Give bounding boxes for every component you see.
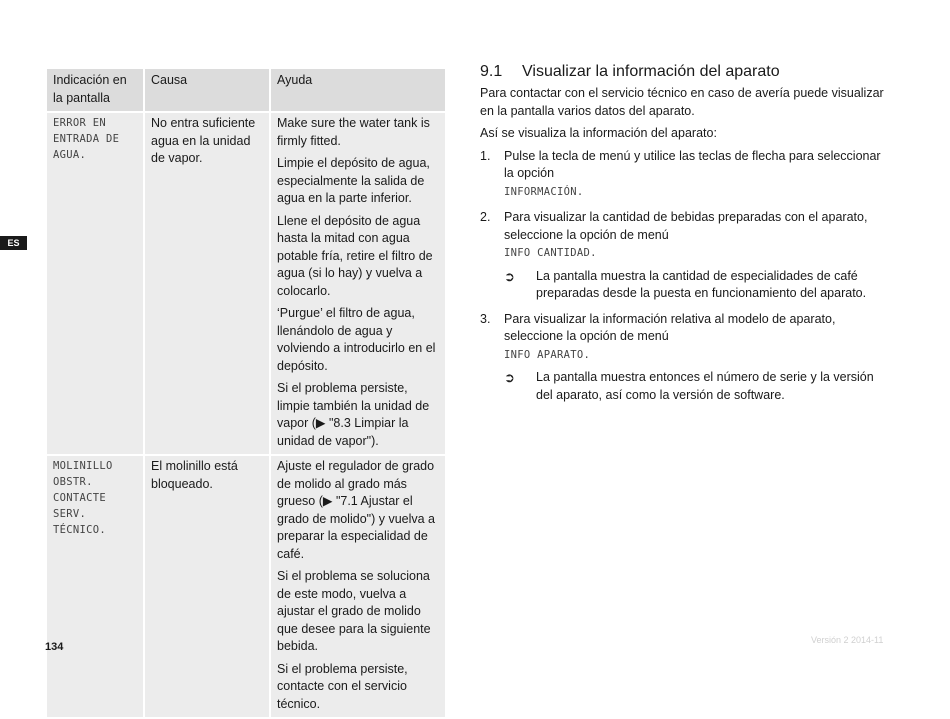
help-item: Si el problema se soluciona de este modo, vuelva a ajustar el grado de molido que desee para la siguiente bebida. (277, 569, 431, 653)
help-item: Si el problema persiste, limpie también la unidad de vapor (▶ "8.3 Limpiar la unidad de vapor"). (277, 381, 430, 448)
menu-option-code: INFO CANTIDAD. (504, 247, 597, 259)
menu-option-code: INFO APARATO. (504, 348, 591, 361)
table-row (46, 455, 446, 718)
cause-cell: El molinillo está bloqueado. (144, 455, 270, 718)
section-intro: Para contactar con el servicio técnico en caso de avería puede visualizar en la pantalla varios datos del aparato. (480, 86, 884, 118)
result-text: La pantalla muestra entonces el número de serie y la versión del aparato, así como la versión de software. (536, 370, 874, 402)
page-number: 134 (45, 641, 64, 653)
help-item: Llene el depósito de agua hasta la mitad con agua potable fría, retire el filtro de agua (si lo hay) y vuelva a colocarlo. (277, 213, 433, 298)
step-text: Para visualizar la cantidad de bebidas preparadas con el aparato, seleccione la opción de menú (504, 210, 868, 242)
help-item: Ajuste el regulador de grado de molido al grado más grueso (▶ "7.1 Ajustar el grado de molido") y vuelva a preparar la especialidad de café. (277, 459, 435, 561)
version-label: Versión 2 2014-11 (811, 635, 884, 645)
section-heading (480, 62, 885, 82)
help-cell (270, 455, 446, 718)
device-info-section (480, 62, 885, 412)
help-item: ‘Purgue’ el filtro de agua, llenándolo de agua y volviendo a introducirlo en el depósito. (277, 306, 436, 373)
menu-option-code: INFORMACIÓN. (504, 185, 584, 198)
header-display: Indicación en la pantalla (46, 68, 144, 112)
result-text: La pantalla muestra la cantidad de especialidades de café preparadas desde la puesta en funcionamiento del aparato. (536, 268, 867, 300)
section-title: Visualizar la información del aparato (522, 63, 780, 80)
cause-cell: No entra suficiente agua en la unidad de vapor. (144, 112, 270, 455)
troubleshooting-table (45, 67, 447, 719)
step-number: 2. (480, 210, 491, 224)
result-arrow-icon: ➲ (504, 268, 515, 284)
step-number: 1. (480, 148, 491, 163)
step-item (480, 209, 885, 303)
result-arrow-icon: ➲ (504, 370, 515, 385)
display-message: MOLINILLO OBSTR. CONTACTE SERV. TÉCNICO. (46, 455, 144, 718)
section-number: 9.1 (480, 63, 503, 80)
step-item (480, 148, 885, 202)
help-item: Si el problema persiste, contacte con el servicio técnico. (277, 661, 408, 711)
help-cell (270, 112, 446, 455)
header-help: Ayuda (270, 68, 446, 112)
step-text: Para visualizar la información relativa al modelo de aparato, seleccione la opción de menú (504, 311, 836, 343)
step-item (480, 311, 885, 405)
language-tab: ES (0, 236, 27, 250)
step-result (504, 369, 885, 404)
table-row (46, 112, 446, 455)
step-number: 3. (480, 311, 491, 326)
display-message: ERROR EN ENTRADA DE AGUA. (46, 112, 144, 455)
step-result (504, 268, 885, 303)
step-text: Pulse la tecla de menú y utilice las teclas de flecha para seleccionar la opción (504, 148, 881, 180)
steps-list (480, 148, 885, 405)
help-item: Make sure the water tank is firmly fitted. (277, 116, 430, 148)
help-item: Limpie el depósito de agua, especialmente la salida de agua en la parte inferior. (277, 156, 430, 205)
header-cause: Causa (144, 68, 270, 112)
section-lead: Así se visualiza la información del aparato: (480, 126, 717, 140)
table-header-row (46, 68, 446, 112)
